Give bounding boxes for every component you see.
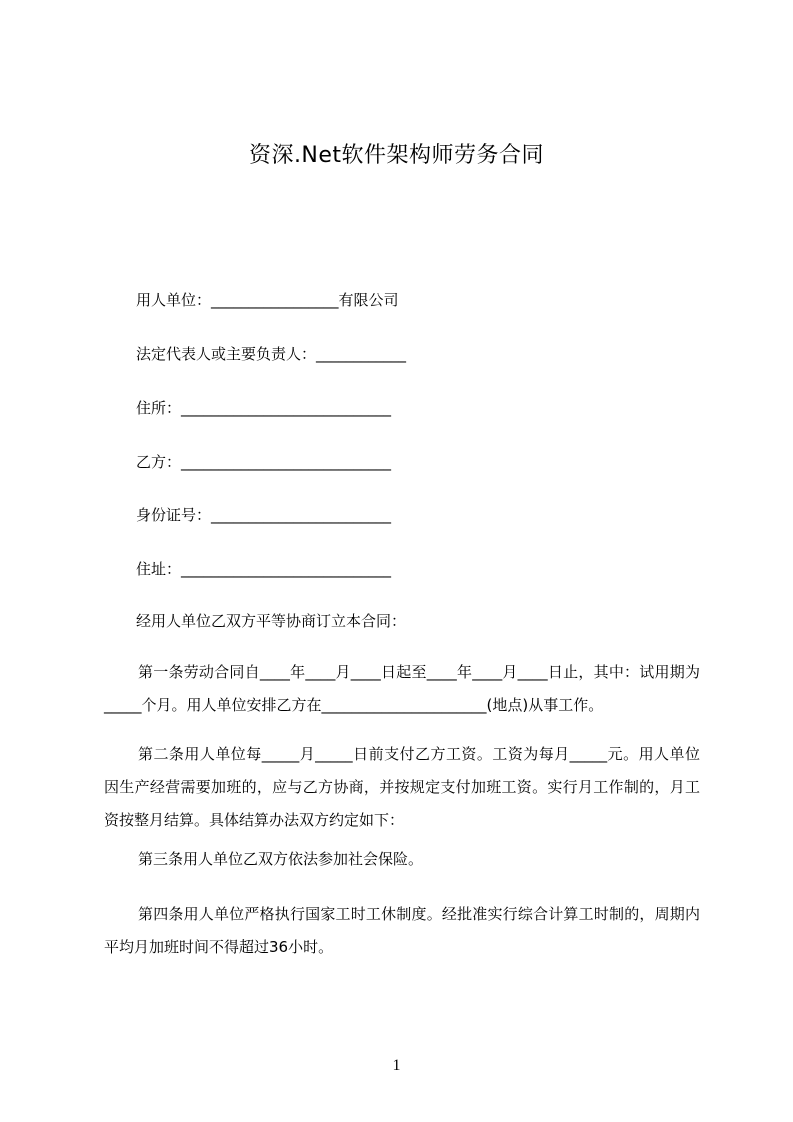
article-2: 第二条用人单位每_____月_____日前支付乙方工资。工资为每月_____元。用人单位因生产经营需要加班的，应与乙方协商，并按规定支付加班工资。实行月工作制的，月工资按整月结算。具体结算办法双方约定如下： [104,745,700,829]
page-number: 1 [392,1057,401,1074]
contract-title: 资深.Net软件架构师劳务合同 [248,143,545,168]
party-b-address-field: 住址：____________________________ [136,560,392,578]
party-b-field: 乙方：____________________________ [136,453,392,471]
employer-field: 用人单位：_________________有限公司 [136,291,399,309]
article-1: 第一条劳动合同自____年____月____日起至____年____月____日止，其中：试用期为_____个月。用人单位安排乙方在______________________(地点)从事工作。 [104,663,700,714]
employer-address-field: 住所：____________________________ [136,399,392,417]
article-4: 第四条用人单位严格执行国家工时工休制度。经批准实行综合计算工时制的，周期内平均月加班时间不得超过36小时。 [104,905,700,956]
id-number-field: 身份证号：________________________ [136,506,392,524]
legal-representative-field: 法定代表人或主要负责人：____________ [136,345,407,363]
article-3: 第三条用人单位乙双方依法参加社会保险。 [138,850,424,868]
intro-paragraph: 经用人单位乙双方平等协商订立本合同： [136,612,407,630]
